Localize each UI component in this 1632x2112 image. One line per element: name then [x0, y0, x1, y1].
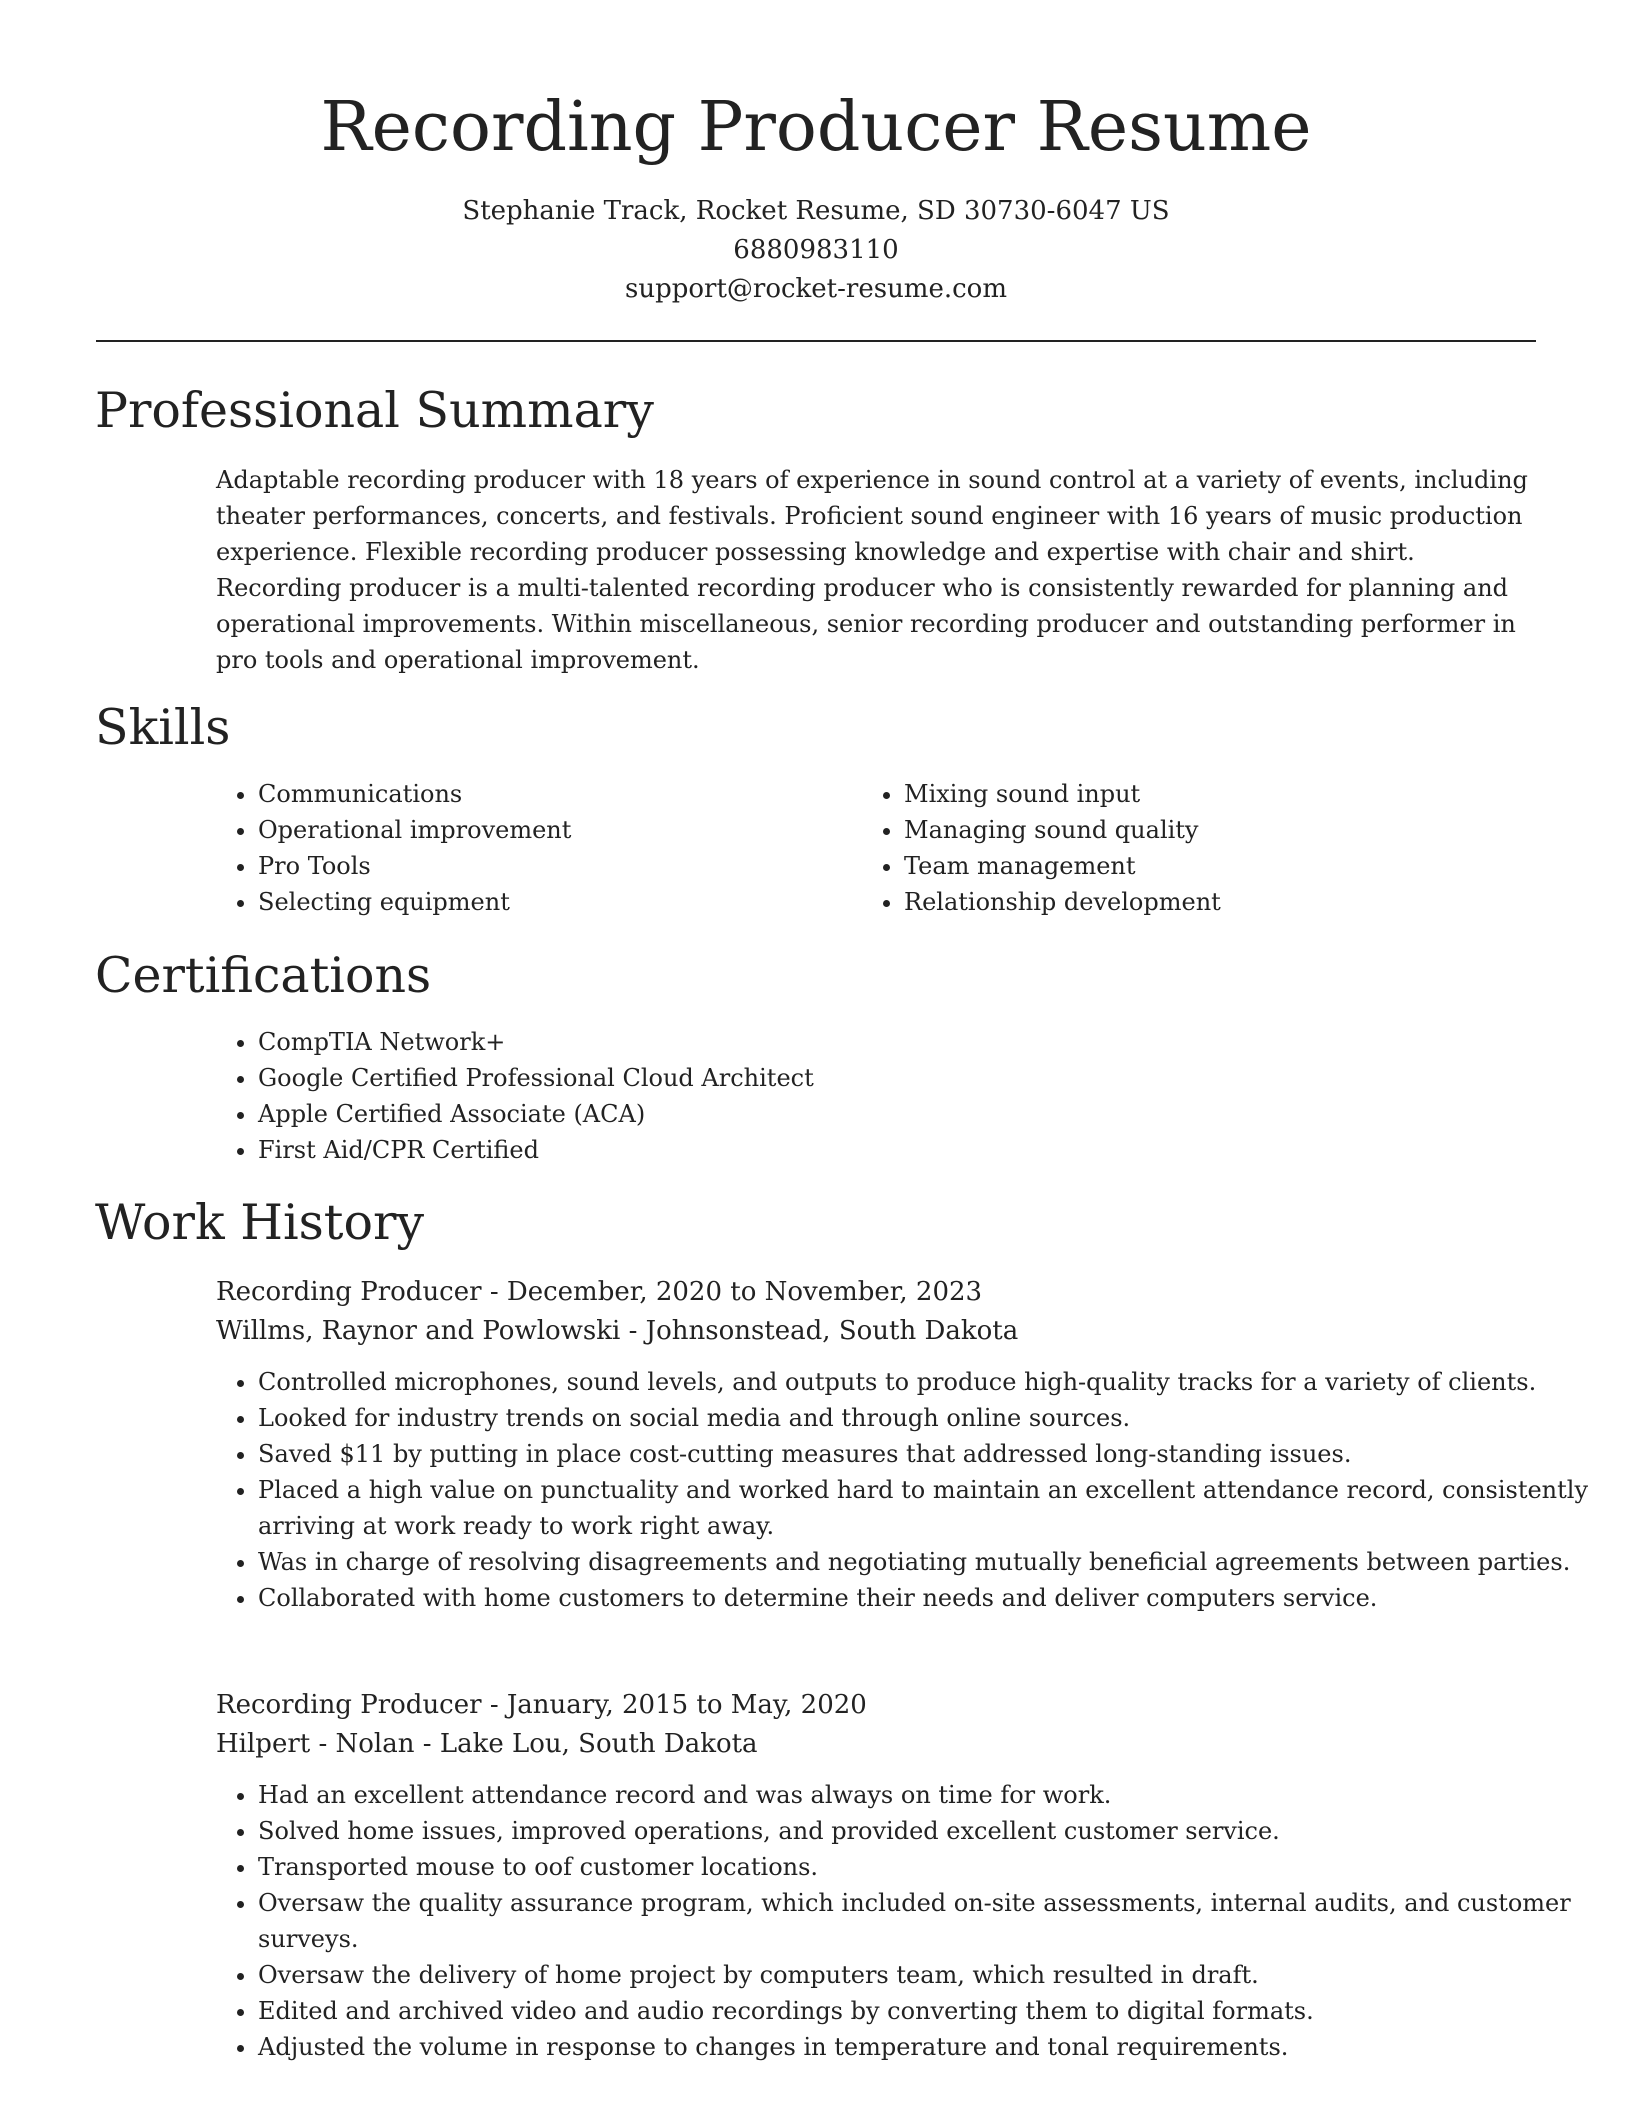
contact-email: support@rocket-resume.com — [624, 274, 1007, 304]
list-item: • Was in charge of resolving disagreements and negotiating mutually beneficial agreements between parties. — [258, 1544, 1598, 1580]
job-company: Willms, Raynor and Powlowski — [216, 1316, 621, 1346]
certifications-list — [214, 1024, 1538, 1168]
list-item: • Google Certified Professional Cloud Architect — [258, 1060, 1538, 1096]
list-item: • Mixing sound input — [904, 776, 1524, 812]
list-item: • Adjusted the volume in response to changes in temperature and tonal requirements. — [258, 2029, 1598, 2065]
list-item: • Saved $11 by putting in place cost-cutting measures that addressed long-standing issues. — [258, 1436, 1598, 1472]
job-company: Hilpert - Nolan — [216, 1729, 415, 1759]
list-item: • Edited and archived video and audio recordings by converting them to digital formats. — [258, 1993, 1598, 2029]
list-item: • Looked for industry trends on social media and through online sources. — [258, 1400, 1598, 1436]
skills-list-right — [860, 776, 1524, 920]
list-item: • Solved home issues, improved operations, and provided excellent customer service. — [258, 1813, 1598, 1849]
list-item: • Oversaw the quality assurance program, which included on-site assessments, internal audits, and customer surveys. — [258, 1885, 1598, 1957]
list-item: • Transported mouse to oof customer locations. — [258, 1849, 1598, 1885]
job-bullets — [214, 1364, 1598, 1616]
contact-block — [0, 192, 1632, 309]
contact-phone: 6880983110 — [733, 235, 899, 265]
job-bullets — [214, 1777, 1598, 2065]
resume-title: Recording Producer Resume — [320, 88, 1312, 167]
list-item: • Collaborated with home customers to determine their needs and deliver computers service. — [258, 1580, 1598, 1616]
contact-address: Stephanie Track, Rocket Resume, SD 30730-6047 US — [462, 196, 1170, 226]
list-item: • Apple Certified Associate (ACA) — [258, 1096, 1538, 1132]
list-item: • Controlled microphones, sound levels, and outputs to produce high-quality tracks for a variety of clients. — [258, 1364, 1598, 1400]
list-item: • Team management — [904, 848, 1524, 884]
list-item: • Operational improvement — [258, 812, 838, 848]
job-location: - Johnsonstead, South Dakota — [620, 1316, 1019, 1346]
job-location: - Lake Lou, South Dakota — [414, 1729, 758, 1759]
job-dates: - January, 2015 to May, 2020 — [481, 1690, 867, 1720]
list-item: • Had an excellent attendance record and was always on time for work. — [258, 1777, 1598, 1813]
job-role: Recording Producer — [216, 1277, 482, 1307]
header-divider — [96, 340, 1536, 342]
job-dates: - December, 2020 to November, 2023 — [481, 1277, 983, 1307]
section-heading-certifications: Certifications — [95, 947, 432, 1004]
list-item: • Selecting equipment — [258, 884, 838, 920]
job-title-line — [216, 1272, 982, 1312]
skills-list-left — [214, 776, 838, 920]
list-item: • CompTIA Network+ — [258, 1024, 1538, 1060]
list-item: • Placed a high value on punctuality and worked hard to maintain an excellent attendance record, consistently arriving at work ready to work right away. — [258, 1472, 1598, 1544]
section-heading-skills: Skills — [95, 699, 231, 756]
job-role: Recording Producer — [216, 1690, 482, 1720]
list-item: • Communications — [258, 776, 838, 812]
list-item: • Pro Tools — [258, 848, 838, 884]
job-company-line — [216, 1311, 1018, 1351]
job-title-line — [216, 1685, 867, 1725]
list-item: • First Aid/CPR Certified — [258, 1132, 1538, 1168]
summary-text: Adaptable recording producer with 18 years of experience in sound control at a variety of events, including theater performances, concerts, and festivals. Proficient sound engineer with 16 years of music production experience. Flexible recording producer possessing knowledge and expertise with chair and shirt. Recording producer is a multi-talented recording producer who is consistently rewarded for planning and operational improvements. Within miscellaneous, senior recording producer and outstanding performer in pro tools and operational improvement. — [216, 466, 1528, 674]
section-heading-work-history: Work History — [95, 1194, 425, 1251]
job-company-line — [216, 1724, 758, 1764]
list-item: • Managing sound quality — [904, 812, 1524, 848]
list-item: • Oversaw the delivery of home project by computers team, which resulted in draft. — [258, 1957, 1598, 1993]
list-item: • Relationship development — [904, 884, 1524, 920]
section-heading-summary: Professional Summary — [95, 382, 654, 439]
